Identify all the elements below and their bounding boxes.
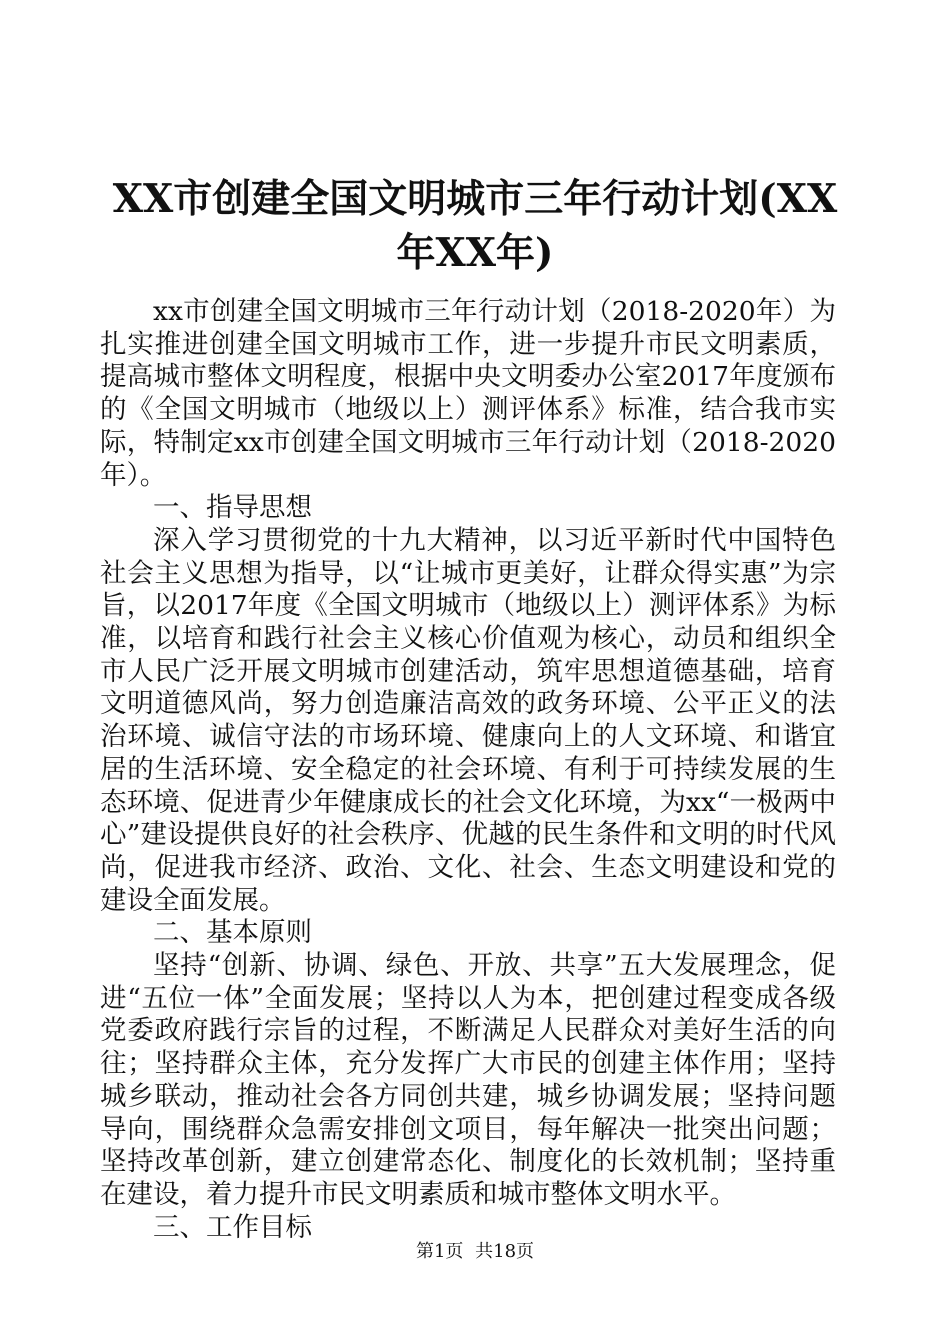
basic-principles-paragraph: 坚持“创新、协调、绿色、开放、共享”五大发展理念，促进“五位一体”全面发展；坚持以人为本，把创建过程变成各级党委政府践行宗旨的过程，不断满足人民群众对美好生活的向往；坚持群众主体，充分发挥广大市民的创建主体作用；坚持城乡联动，推动社会各方同创共建，城乡协调发展；坚持问题导向，围绕群众急需安排创文项目，每年解决一批突出问题；坚持改革创新，建立创建常态化、制度化的长效机制；坚持重在建设，着力提升市民文明素质和城市整体文明水平。 [100, 950, 836, 1210]
intro-paragraph: xx市创建全国文明城市三年行动计划（2018-2020年）为扎实推进创建全国文明城市工作，进一步提升市民文明素质，提高城市整体文明程度，根据中央文明委办公室2017年度颁布的《全国文明城市（地级以上）测评体系》标准，结合我市实际，特制定xx市创建全国文明城市三年行动计划（2018-2020年）。 [100, 296, 836, 491]
page-footer [0, 1240, 950, 1264]
section-heading-basic-principles: 二、基本原则 [153, 917, 312, 949]
document-title: XX市创建全国文明城市三年行动计划(XX年XX年) [112, 176, 838, 276]
document-body [100, 296, 836, 1244]
section-heading-guiding-ideology: 一、指导思想 [153, 492, 312, 524]
section-heading-work-goals: 三、工作目标 [153, 1211, 312, 1243]
page-number: 第1页 [415, 1241, 464, 1262]
guiding-ideology-paragraph: 深入学习贯彻党的十九大精神，以习近平新时代中国特色社会主义思想为指导，以“让城市更美好，让群众得实惠”为宗旨，以2017年度《全国文明城市（地级以上）测评体系》为标准，以培育和践行社会主义核心价值观为核心，动员和组织全市人民广泛开展文明城市创建活动，筑牢思想道德基础，培育文明道德风尚，努力创造廉洁高效的政务环境、公平正义的法治环境、诚信守法的市场环境、健康向上的人文环境、和谐宜居的生活环境、安全稳定的社会环境、有利于可持续发展的生态环境、促进青少年健康成长的社会文化环境，为xx“一极两中心”建设提供良好的社会秩序、优越的民生条件和文明的时代风尚，促进我市经济、政治、文化、社会、生态文明建设和党的建设全面发展。 [100, 524, 836, 916]
page-total: 共18页 [475, 1241, 535, 1262]
